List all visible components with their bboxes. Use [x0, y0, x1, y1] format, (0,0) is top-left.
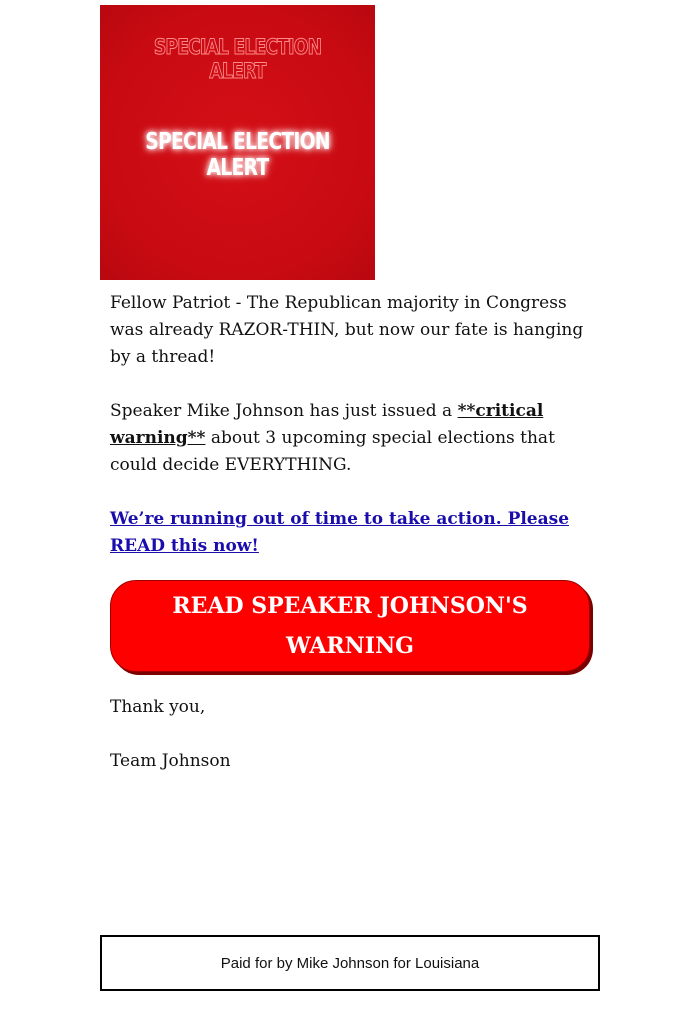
warning-text-before: Speaker Mike Johnson has just issued a — [110, 401, 458, 421]
read-now-link[interactable]: We’re running out of time to take action. Please READ this now! — [110, 509, 570, 556]
read-warning-button-label: READ SPEAKER JOHNSON'S WARNING — [172, 593, 528, 659]
team-signature: Team Johnson — [110, 751, 231, 771]
intro-paragraph: Fellow Patriot - The Republican majority in Congress was already RAZOR-THIN, but now our fate is hanging by a thread! — [110, 293, 584, 367]
read-warning-button[interactable] — [110, 580, 590, 672]
warning-paragraph — [110, 398, 590, 479]
paid-for-disclaimer — [100, 935, 600, 991]
signoff — [110, 694, 231, 802]
warning-text-after: about 3 upcoming special elections that could decide EVERYTHING. — [110, 428, 555, 475]
disclaimer-text: Paid for by Mike Johnson for Louisiana — [220, 954, 480, 972]
cta-paragraph — [110, 506, 590, 560]
banner-glow-title: SPECIAL ELECTION ALERT — [145, 129, 330, 181]
special-election-alert-banner[interactable] — [100, 5, 375, 280]
critical-warning-link[interactable]: **critical warning** — [110, 401, 544, 448]
email-body — [110, 290, 590, 587]
banner-outline-title: SPECIAL ELECTION ALERT — [153, 35, 322, 83]
thank-you-text: Thank you, — [110, 697, 206, 717]
